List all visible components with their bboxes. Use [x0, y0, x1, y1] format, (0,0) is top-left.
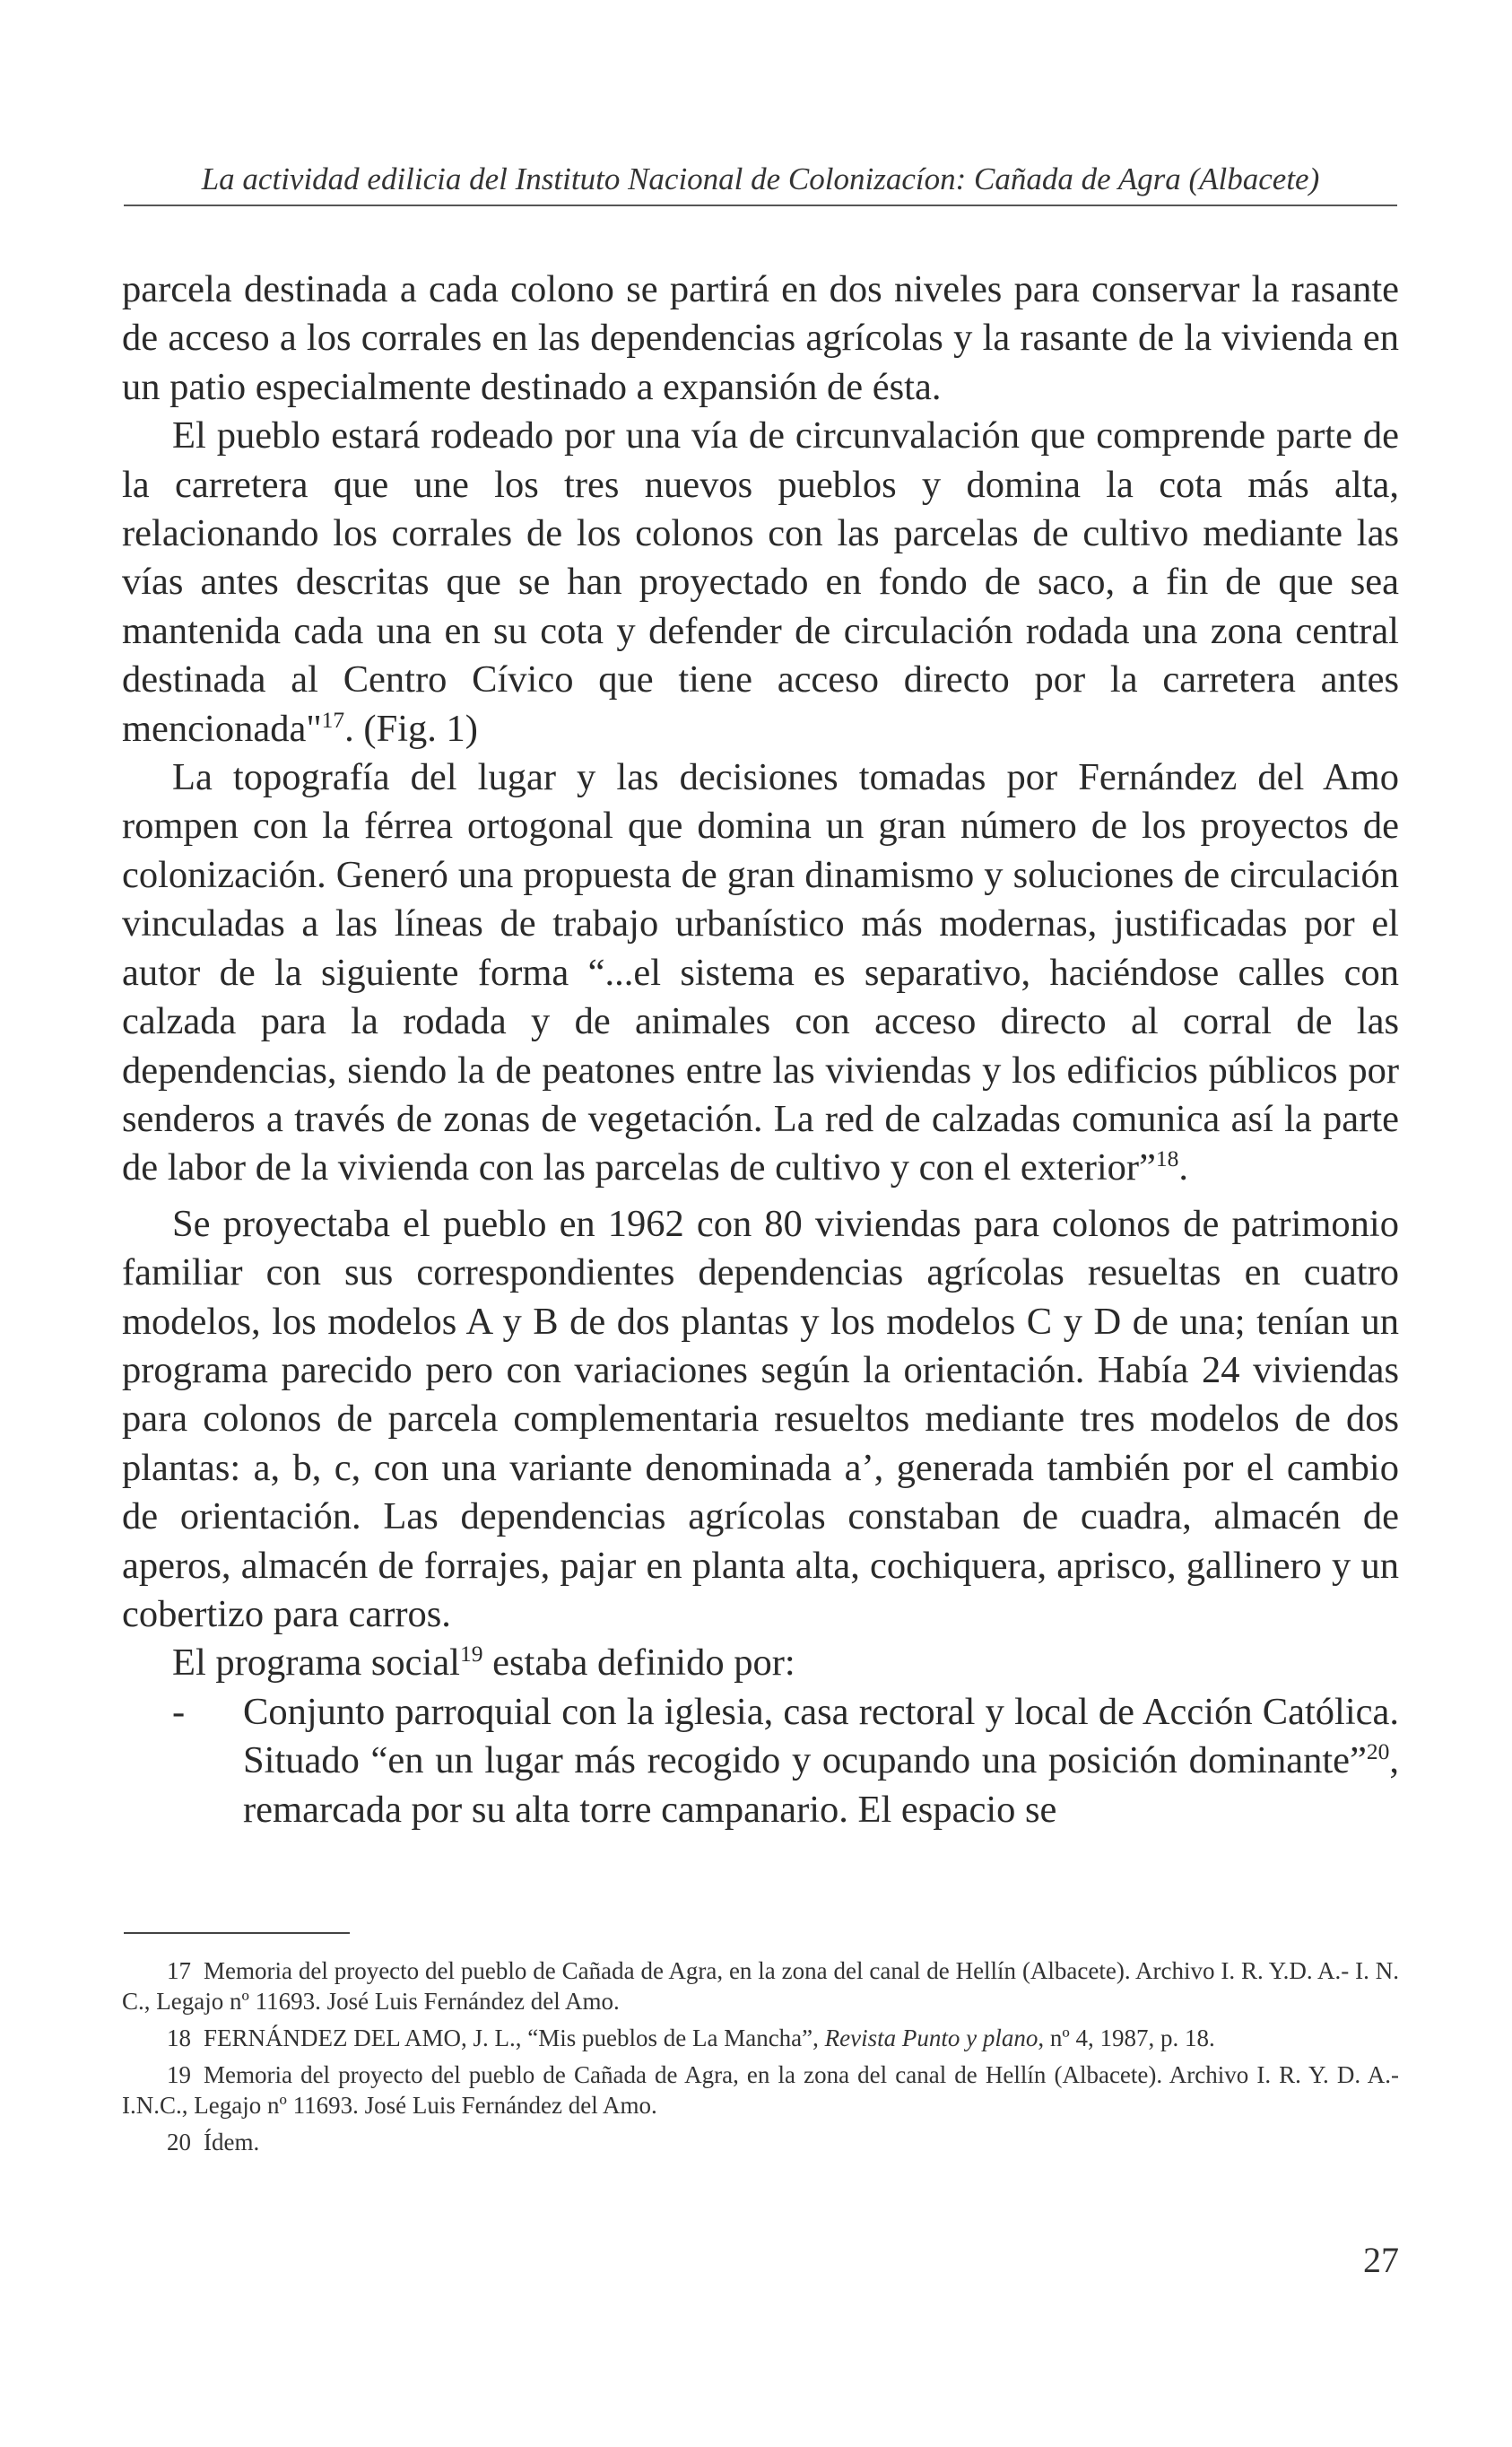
- paragraph-2-tail: . (Fig. 1): [344, 707, 478, 750]
- footnote-rule: [124, 1932, 350, 1934]
- footnotes: [122, 1955, 1399, 2164]
- footnote-ref-19[interactable]: 19: [460, 1641, 483, 1668]
- footnote-text: Memoria del proyecto del pueblo de Cañada de Agra, en la zona del canal de Hellín (Albacete). Archivo I. R. Y.D. A.- I. N. C., Legajo nº 11693. José Luis Fernández del Amo.: [122, 1957, 1399, 2015]
- paragraph-3-text: La topografía del lugar y las decisiones tomadas por Fernández del Amo rompen con la férrea ortogonal que domina un gran número de los proyectos de colonización. Generó una propuesta de gran dinamismo y soluciones de circulación vinculadas a las líneas de trabajo urbanístico más modernas, justificadas por el autor de la siguiente forma “...el sistema es separativo, haciéndose calles con calzada para la rodada y de animales con acceso directo al corral de las dependencias, siendo la de peatones entre las viviendas y los edificios públicos por senderos a través de zonas de vegetación. La red de calzadas comunica así la parte de labor de la vivienda con las parcelas de cultivo y con el exterior”: [122, 756, 1399, 1189]
- footnote-text-after: , nº 4, 1987, p. 18.: [1038, 2025, 1215, 2051]
- paragraph-5: [122, 1639, 1399, 1687]
- footnote-17: [122, 1955, 1399, 2016]
- footnote-number: 17: [167, 1957, 191, 1984]
- footnote-ref-20[interactable]: 20: [1366, 1738, 1390, 1765]
- footnote-20: [122, 2127, 1399, 2157]
- list-item-text: Conjunto parroquial con la iglesia, casa rectoral y local de Acción Católica. Situado “en un lugar más recogido y ocupando una posición dominante”: [243, 1690, 1399, 1782]
- footnote-number: 19: [167, 2061, 191, 2088]
- paragraph-5-text: El programa social: [172, 1641, 460, 1685]
- footnote-text: Ídem.: [204, 2129, 260, 2155]
- body-text: [122, 266, 1399, 1834]
- paragraph-3-tail: .: [1178, 1146, 1189, 1189]
- page-number: 27: [1363, 2240, 1399, 2280]
- list-dash: -: [172, 1690, 186, 1733]
- paragraph-4: Se proyectaba el pueblo en 1962 con 80 viviendas para colonos de patrimonio familiar con sus correspondientes dependencias agrícolas resueltas en cuatro modelos, los modelos A y B de dos plantas y los modelos C y D de una; tenían un programa parecido pero con variaciones según la orientación. Había 24 viviendas para colonos de parcela complementaria resueltos mediante tres modelos de dos plantas: a, b, c, con una variante denominada a’, generada también por el cambio de orientación. Las dependencias agrícolas constaban de cuadra, almacén de aperos, almacén de forrajes, pajar en planta alta, cochiquera, aprisco, gallinero y un cobertizo para carros.: [122, 1202, 1399, 1635]
- paragraph-1: parcela destinada a cada colono se partirá en dos niveles para conservar la rasante de acceso a los corrales en las dependencias agrícolas y la rasante de la vivienda en un patio especialmente destinado a expansión de ésta.: [122, 268, 1399, 408]
- footnote-text: FERNÁNDEZ DEL AMO, J. L., “Mis pueblos de La Mancha”,: [204, 2025, 825, 2051]
- footnote-18: [122, 2023, 1399, 2053]
- list-item-tail: , remarcada por su alta torre campanario. El espacio se: [243, 1739, 1399, 1831]
- footnote-number: 18: [167, 2025, 191, 2051]
- running-header: La actividad edilicia del Instituto Nacional de Colonizacíon: Cañada de Agra (Albacete): [201, 161, 1320, 196]
- paragraph-3: [122, 753, 1399, 1193]
- paragraph-2: [122, 412, 1399, 753]
- list-item: [122, 1688, 1399, 1834]
- footnote-ref-18[interactable]: 18: [1155, 1145, 1179, 1172]
- footnote-ref-17[interactable]: 17: [321, 706, 345, 733]
- footnote-number: 20: [167, 2129, 191, 2155]
- footnote-text: Memoria del proyecto del pueblo de Cañada de Agra, en la zona del canal de Hellín (Albacete). Archivo I. R. Y. D. A.- I.N.C., Legajo nº 11693. José Luis Fernández del Amo.: [122, 2061, 1399, 2119]
- paragraph-5-tail: estaba definido por:: [482, 1641, 795, 1685]
- paragraph-2-text: El pueblo estará rodeado por una vía de circunvalación que comprende parte de la carretera que une los tres nuevos pueblos y domina la cota más alta, relacionando los corrales de los colonos con las parcelas de cultivo mediante las vías antes descritas que se han proyectado en fondo de saco, a fin de que sea mantenida cada una en su cota y defender de circulación rodada una zona central destinada al Centro Cívico que tiene acceso directo por la carretera antes mencionada": [122, 414, 1399, 750]
- footnote-19: [122, 2059, 1399, 2120]
- journal-title: Revista Punto y plano: [824, 2025, 1038, 2051]
- header-rule: [124, 205, 1397, 206]
